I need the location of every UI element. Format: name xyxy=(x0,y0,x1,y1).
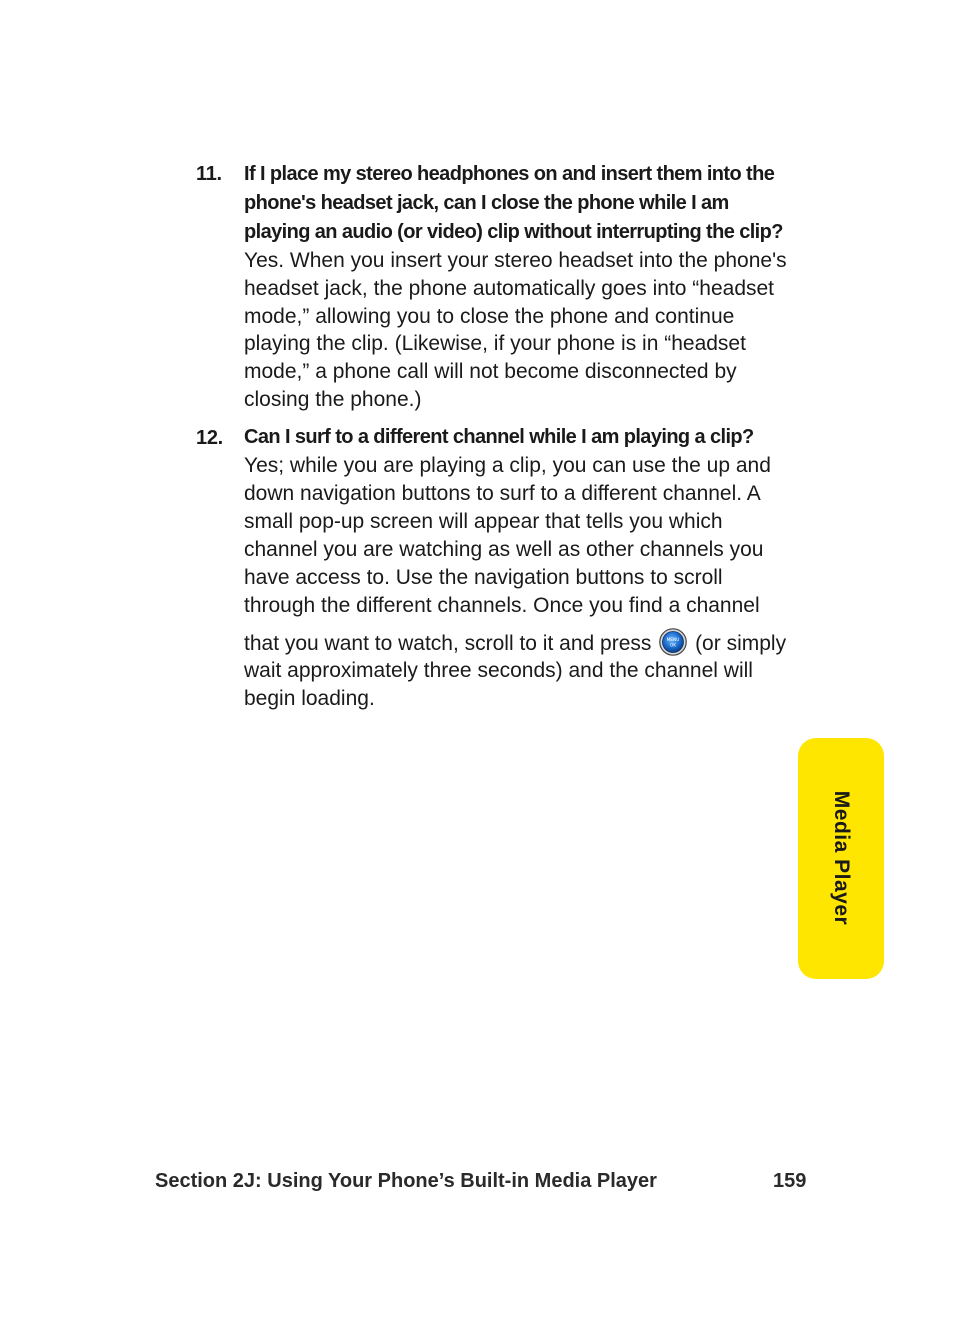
footer-page-number: 159 xyxy=(773,1170,807,1192)
menu-ok-key-icon xyxy=(659,628,687,656)
faq-question: If I place my stereo headphones on and insert them into the phone's headset jack, can I close the phone while I am playing an audio (or video) clip without interrupting the clip? xyxy=(244,163,783,243)
faq-answer: Yes. When you insert your stereo headset into the phone's headset jack, the phone automatically goes into “headset mode,” allowing you to close the phone and continue playing the clip. (Likewise, if your phone is in “headset mode,” a phone call will not become disconnected by closing the phone.) xyxy=(244,248,787,412)
faq-answer: Yes; while you are playing a clip, you can use the up and down navigation buttons to surf to a different channel. A small pop-up screen will appear that tells you which channel you are watching as well as other channels you have access to. Use the navigation buttons to scroll through the different channels. Once you find a channel xyxy=(244,454,771,617)
faq-item-11 xyxy=(196,160,796,414)
faq-question: Can I surf to a different channel while I am playing a clip? xyxy=(244,426,754,449)
faq-answer-continued xyxy=(244,628,792,714)
faq-answer-after-icon: (or simply wait approximately three seconds) and the channel will begin loading. xyxy=(244,631,787,711)
faq-answer-before-icon: that you want to watch, scroll to it and press xyxy=(244,631,652,655)
footer-section-title: Section 2J: Using Your Phone’s Built-in Media Player xyxy=(155,1170,657,1192)
menu-ok-key-text-top: MENU xyxy=(666,637,680,643)
section-side-tab xyxy=(798,738,884,979)
side-tab-label: Media Player xyxy=(830,790,853,926)
faq-item-12 xyxy=(196,424,796,713)
faq-body xyxy=(244,424,792,713)
faq-body xyxy=(244,160,792,414)
faq-number: 12. xyxy=(196,427,223,450)
faq-number: 11. xyxy=(196,163,222,185)
menu-ok-key-text-bottom: OK xyxy=(670,642,677,648)
faq-list xyxy=(196,160,796,723)
